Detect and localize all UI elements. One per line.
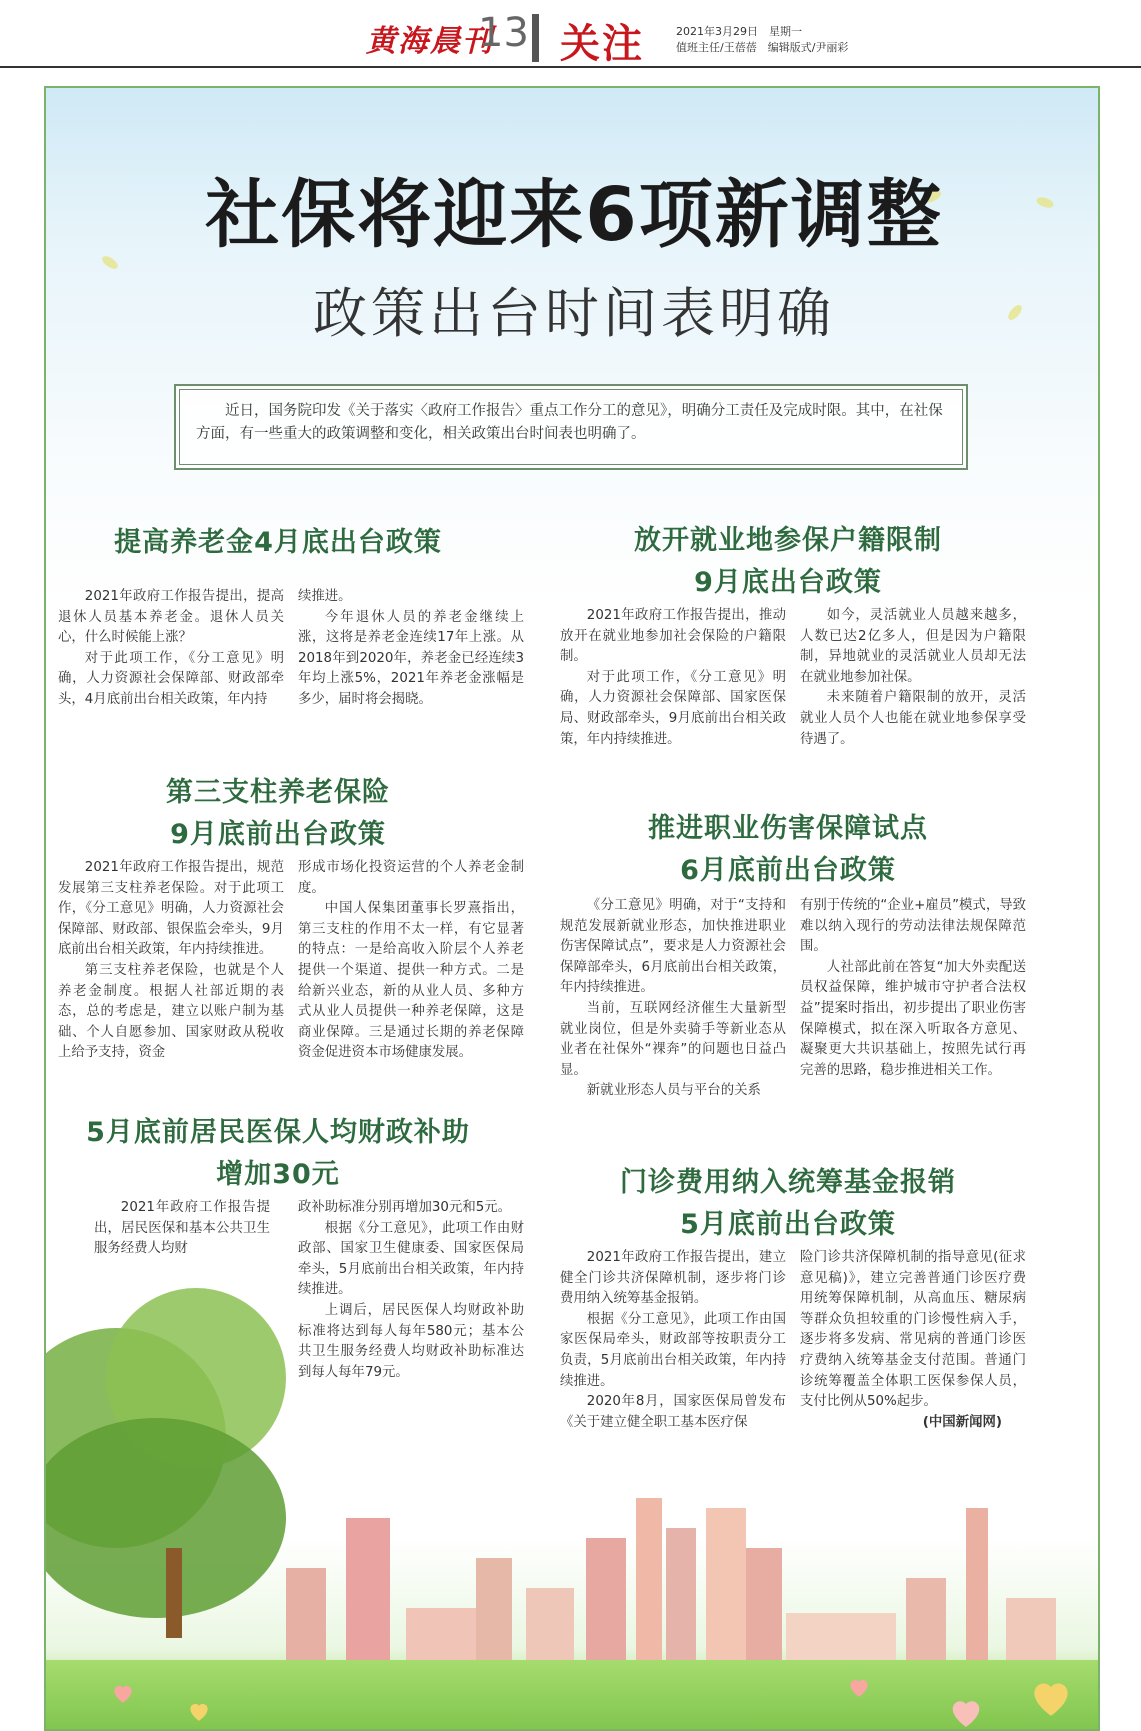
- page-number: 13: [478, 10, 529, 56]
- building: [746, 1548, 782, 1668]
- heading-line: 增加30元: [216, 1159, 340, 1190]
- building: [346, 1518, 390, 1668]
- building: [1006, 1598, 1056, 1668]
- paragraph: 新就业形态人员与平台的关系: [586, 1083, 761, 1099]
- paragraph: 2021年政府工作报告提出，居民医保和基本公共卫生服务经费人均财: [94, 1200, 270, 1257]
- paragraph: 人社部此前在答复“加大外卖配送员权益保障，维护城市守护者合法权益”提案时指出，初步提出了职业伤害保障模式，拟在深入听取各方意见、凝聚更大共识基础上，按照先试行再完善的思路，稳步推进相关工作。: [800, 959, 1026, 1078]
- section-heading: [58, 772, 498, 856]
- building: [586, 1538, 626, 1668]
- paragraph: 2021年政府工作报告提出，推动放开在就业地参加社会保险的户籍限制。: [560, 608, 786, 665]
- heart-icon: [846, 1674, 872, 1700]
- paragraph: 2021年政府工作报告提出，建立健全门诊共济保障机制，逐步将门诊费用纳入统筹基金报销。: [560, 1250, 786, 1307]
- heading-line: 放开就业地参保户籍限制: [634, 525, 942, 556]
- heading-line: 第三支柱养老保险: [166, 777, 390, 808]
- paragraph: 根据《分工意见》，此项工作由财政部、国家卫生健康委、国家医保局牵头，5月底前出台相关政策，年内持续推进。: [298, 1220, 524, 1298]
- article-column: [800, 1248, 1026, 1433]
- heading-line: 提高养老金4月底出台政策: [114, 527, 442, 558]
- heart-icon: [1026, 1672, 1076, 1722]
- paragraph: 未来随着户籍限制的放开，灵活就业人员个人也能在就业地参保享受待遇了。: [800, 690, 1026, 747]
- section-heading: [58, 522, 498, 564]
- building: [636, 1498, 662, 1668]
- paragraph: 有别于传统的“企业+雇员”模式，导致难以纳入现行的劳动法律法规保障范围。: [800, 898, 1026, 955]
- paragraph: 《分工意见》明确，对于“支持和规范发展新就业形态，加快推进职业伤害保障试点”，要求是人力资源社会保障部牵头，6月底前出台相关政策，年内持续推进。: [560, 898, 786, 996]
- newspaper-name: 黄海晨刊: [366, 24, 494, 59]
- intro-text: 近日，国务院印发《关于落实〈政府工作报告〉重点工作分工的意见》，明确分工责任及完成时限。其中，在社保方面，有一些重大的政策调整和变化，相关政策出台时间表也明确了。: [196, 403, 943, 442]
- paragraph: 对于此项工作，《分工意见》明确，人力资源社会保障部、财政部牵头，4月底前出台相关政策，年内持: [58, 650, 284, 707]
- article-column: [94, 1198, 270, 1260]
- heading-line: 9月底前出台政策: [170, 819, 386, 850]
- paragraph: 第三支柱养老保险，也就是个人养老金制度。根据人社部近期的表态，总的考虑是，建立以账户制为基础、个人自愿参加、国家财政从税收上给予支持，资金: [58, 962, 284, 1061]
- paragraph: 2021年政府工作报告提出，规范发展第三支柱养老保险。对于此项工作，《分工意见》明确，人力资源社会保障部、财政部、银保监会牵头，9月底前出台相关政策，年内持续推进。: [58, 860, 284, 958]
- article-column: [800, 606, 1026, 750]
- article-column: [298, 858, 524, 1064]
- paragraph: 根据《分工意见》，此项工作由国家医保局牵头，财政部等按职责分工负责，5月底前出台相关政策，年内持续推进。: [560, 1311, 786, 1389]
- paragraph: 如今，灵活就业人员越来越多，人数已达2亿多人，但是因为户籍限制，异地就业的灵活就业人员却无法在就业地参加社保。: [800, 608, 1026, 685]
- building: [476, 1558, 512, 1668]
- paragraph: 当前，互联网经济催生大量新型就业岗位，但是外卖骑手等新业态从业者在社保外“裸奔”的问题也日益凸显。: [560, 1000, 786, 1078]
- intro-box: [174, 384, 968, 470]
- heading-line: 6月底前出台政策: [680, 855, 896, 886]
- heading-line: 推进职业伤害保障试点: [648, 813, 928, 844]
- paragraph: 政补助标准分别再增加30元和5元。: [298, 1200, 512, 1215]
- building: [286, 1568, 326, 1668]
- section-heading: [560, 520, 1016, 604]
- paragraph: 对于此项工作，《分工意见》明确，人力资源社会保障部、国家医保局、财政部牵头，9月底前出台相关政策，年内持续推进。: [560, 669, 786, 747]
- publish-date: 2021年3月29日 星期一: [676, 25, 802, 38]
- heart-icon: [186, 1698, 212, 1724]
- heading-line: 5月底前居民医保人均财政补助: [86, 1117, 470, 1148]
- building: [666, 1528, 696, 1668]
- paragraph: 险门诊共济保障机制的指导意见(征求意见稿)》，建立完善普通门诊医疗费用统筹保障机制，从高血压、糖尿病等群众负担较重的门诊慢性病入手，逐步将多发病、常见病的普通门诊医疗费纳入统筹基金支付范围。普通门诊统筹覆盖全体职工医保参保人员，支付比例从50%起步。: [800, 1250, 1026, 1410]
- article-column: [298, 587, 524, 711]
- heading-line: 5月底前出台政策: [680, 1209, 896, 1240]
- article-column: [800, 896, 1026, 1081]
- building: [906, 1578, 946, 1668]
- paragraph: 今年退休人员的养老金继续上涨，这将是养老金连续17年上涨。从2018年到2020年，养老金已经连续3年均上涨5%，2021年养老金涨幅是多少，届时将会揭晓。: [298, 609, 524, 707]
- editor-credits: 值班主任/王蓓蓓 编辑版式/尹丽彩: [676, 41, 849, 54]
- section-heading: [58, 1112, 498, 1196]
- paragraph: 2021年政府工作报告提出，提高退休人员基本养老金。退休人员关心，什么时候能上涨？: [58, 589, 284, 646]
- headline: 社保将迎来6项新调整: [205, 172, 943, 258]
- section-heading: [560, 808, 1016, 892]
- article-panel: [44, 86, 1100, 1731]
- building: [706, 1508, 746, 1668]
- masthead: [0, 0, 1141, 68]
- paragraph: 上调后，居民医保人均财政补助标准将达到每人每年580元；基本公共卫生服务经费人均财政补助标准达到每人每年79元。: [298, 1302, 524, 1380]
- paragraph: 续推进。: [298, 589, 352, 604]
- paragraph: 2020年8月，国家医保局曾发布《关于建立健全职工基本医疗保: [560, 1394, 786, 1430]
- paragraph: 形成市场化投资运营的个人养老金制度。: [298, 860, 524, 896]
- article-column: [58, 587, 284, 711]
- section-name: 关注: [560, 20, 644, 67]
- heading-line: 9月底出台政策: [694, 567, 882, 598]
- city-skyline: [46, 1488, 1100, 1668]
- source-credit: (中国新闻网): [922, 1414, 1002, 1430]
- header-divider: [532, 14, 539, 62]
- heading-line: 门诊费用纳入统筹基金报销: [620, 1167, 956, 1198]
- heart-icon: [946, 1692, 986, 1731]
- article-column: [58, 858, 284, 1064]
- subheadline: 政策出台时间表明确: [313, 282, 835, 345]
- article-column: [560, 606, 786, 750]
- building: [526, 1588, 574, 1668]
- paragraph: 中国人保集团董事长罗熹指出，第三支柱的作用不太一样，有它显著的特点：一是给高收入阶层个人养老提供一个渠道、提供一种方式。二是给新兴业态，新的从业人员、多种方式从业人员提供一种养老保障，这是商业保障。三是通过长期的养老保障资金促进资本市场健康发展。: [298, 901, 524, 1061]
- heart-icon: [110, 1680, 136, 1706]
- section-heading: [560, 1162, 1016, 1246]
- article-column: [298, 1198, 524, 1383]
- article-column: [560, 1248, 786, 1433]
- building: [406, 1608, 476, 1668]
- article-column: [560, 896, 786, 1102]
- building: [966, 1508, 988, 1668]
